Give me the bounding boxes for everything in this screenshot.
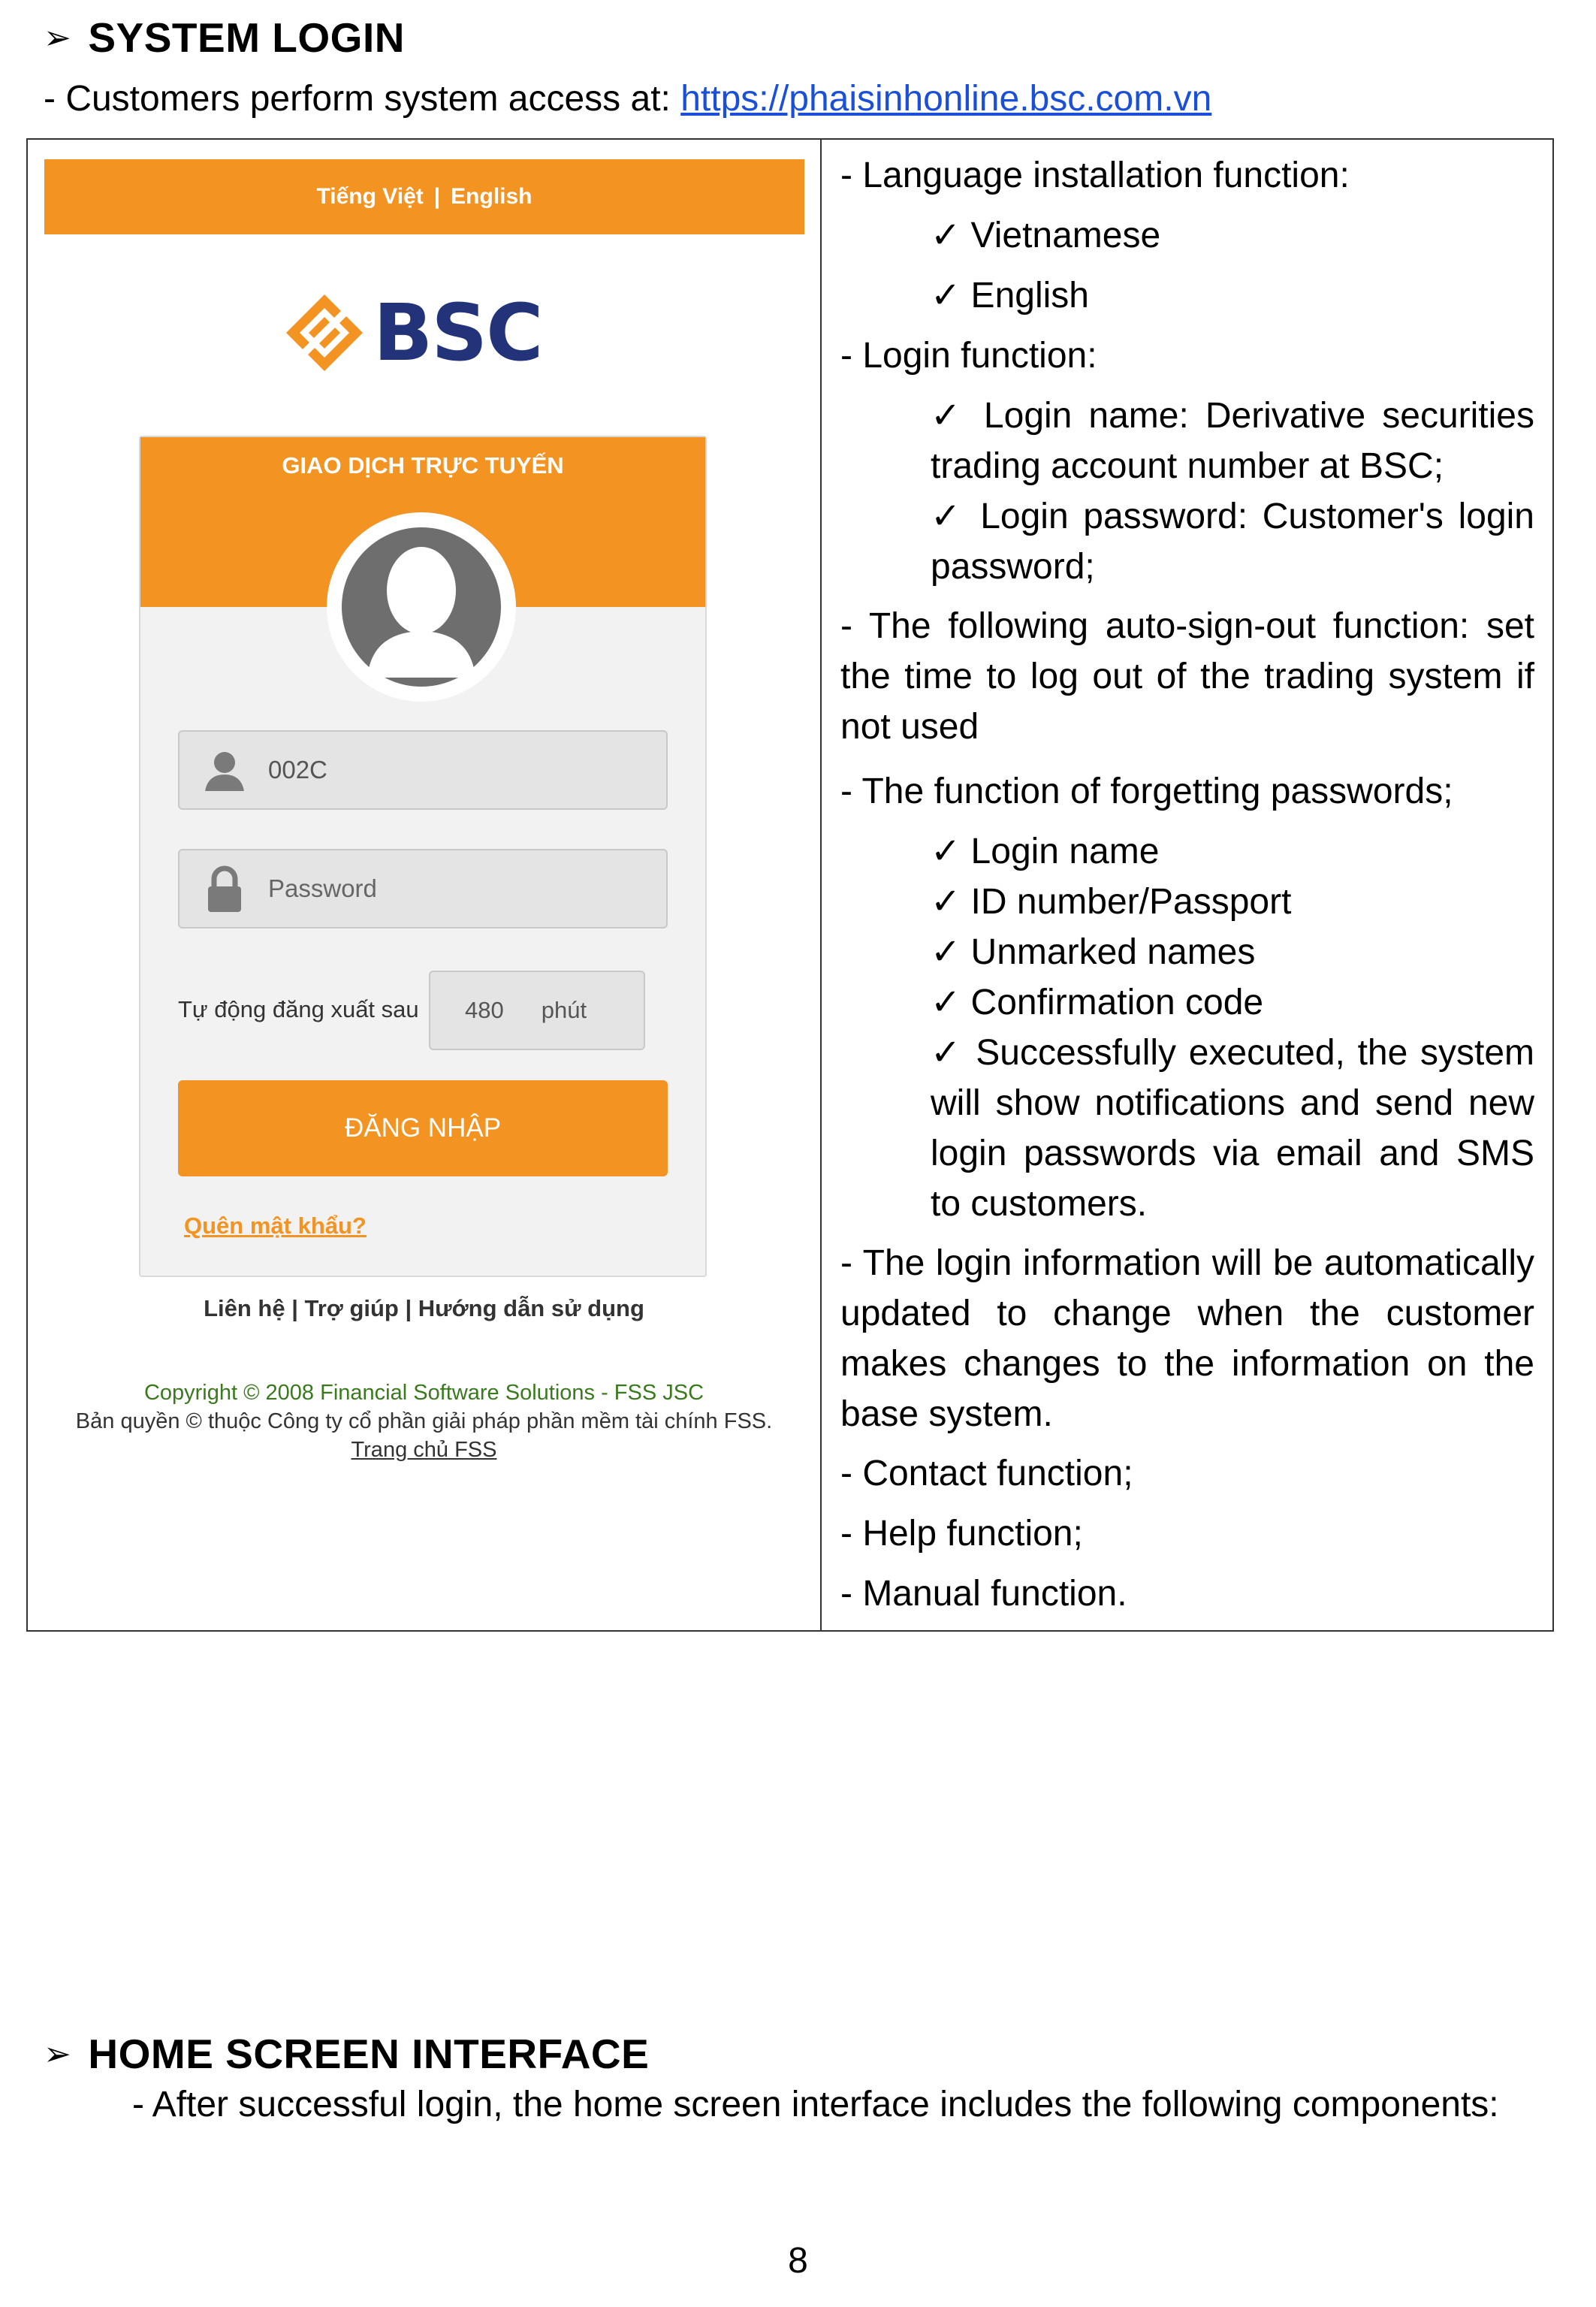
forgot-password-link[interactable]: Quên mật khẩu? xyxy=(184,1212,367,1239)
login-card-title: GIAO DỊCH TRỰC TUYẾN xyxy=(282,452,564,479)
desc-subitem: ✓ Unmarked names xyxy=(931,932,1256,972)
arrow-bullet-icon: ➢ xyxy=(44,18,72,57)
fss-home-link[interactable]: Trang chủ FSS xyxy=(351,1438,497,1462)
section-heading-system-login xyxy=(44,14,405,62)
desc-subitem: ✓ ID number/Passport xyxy=(931,882,1292,922)
desc-subitem: ✓ Login name xyxy=(931,832,1160,871)
username-field[interactable] xyxy=(178,730,668,810)
desc-subitem: ✓ Confirmation code xyxy=(931,983,1264,1022)
lang-english-link[interactable]: English xyxy=(451,184,533,209)
username-input[interactable] xyxy=(267,755,630,785)
desc-item: - Manual function. xyxy=(840,1574,1127,1614)
footer-links[interactable]: Liên hệ | Trợ giúp | Hướng dẫn sử dụng xyxy=(204,1295,644,1321)
user-icon xyxy=(195,744,255,796)
page-number: 8 xyxy=(788,2241,808,2281)
user-avatar xyxy=(327,512,516,702)
lock-icon xyxy=(195,862,255,915)
desc-subitem: ✓ Login password: Customer's login password; xyxy=(931,497,1534,587)
arrow-bullet-icon: ➢ xyxy=(44,2034,72,2073)
copyright-line-1: Copyright © 2008 Financial Software Solutions - FSS JSC xyxy=(143,1381,704,1405)
home-screen-intro: - After successful login, the home screen interface includes the following components: xyxy=(132,2085,1499,2124)
desc-subitem: ✓ Successfully executed, the system will show notifications and send new login passwords via email and SMS to customers. xyxy=(931,1033,1534,1224)
login-screenshot xyxy=(28,140,820,1630)
auto-logout-input[interactable] xyxy=(429,971,645,1050)
section-title: HOME SCREEN INTERFACE xyxy=(88,2031,650,2077)
login-card xyxy=(139,436,707,1277)
desc-subitem: ✓ English xyxy=(931,276,1089,316)
function-description xyxy=(824,140,1552,1630)
person-silhouette-icon xyxy=(342,527,501,687)
section-heading-home-screen xyxy=(44,2030,649,2078)
table-divider xyxy=(820,140,822,1630)
login-button[interactable]: ĐĂNG NHẬP xyxy=(178,1080,668,1176)
bsc-logo xyxy=(283,287,542,379)
password-input[interactable] xyxy=(267,874,630,904)
bsc-logo-icon xyxy=(283,291,366,374)
desc-item: - The login information will be automatically updated to change when the customer makes changes to the information on the base system. xyxy=(840,1243,1534,1434)
desc-item: - The following auto-sign-out function: set the time to log out of the trading system if not used xyxy=(840,606,1534,747)
desc-subitem: ✓ Vietnamese xyxy=(931,216,1161,255)
access-intro xyxy=(44,78,1211,119)
section-title: SYSTEM LOGIN xyxy=(88,14,405,61)
desc-item: - Language installation function: xyxy=(840,156,1350,195)
desc-item: - Login function: xyxy=(840,336,1097,376)
auto-logout-value: 480 xyxy=(465,997,504,1023)
desc-subitem: ✓ Login name: Derivative securities trading account number at BSC; xyxy=(931,396,1534,486)
desc-item: - Contact function; xyxy=(840,1454,1133,1493)
auto-logout-label: Tự động đăng xuất sau xyxy=(178,996,419,1022)
desc-item: - The function of forgetting passwords; xyxy=(840,772,1453,811)
access-url-link[interactable]: https://phaisinhonline.bsc.com.vn xyxy=(680,79,1212,119)
login-table xyxy=(26,138,1554,1632)
language-bar xyxy=(44,159,804,234)
access-intro-text: - Customers perform system access at: xyxy=(44,79,681,119)
auto-logout-unit: phút xyxy=(541,997,587,1023)
logo-wordmark: BSC xyxy=(373,287,542,379)
lang-separator: | xyxy=(433,184,441,209)
lang-vietnamese-link[interactable]: Tiếng Việt xyxy=(316,184,424,209)
password-field[interactable] xyxy=(178,849,668,929)
copyright-line-2: Bản quyền © thuộc Công ty cổ phần giải pháp phần mềm tài chính FSS. xyxy=(75,1409,773,1433)
desc-item: - Help function; xyxy=(840,1514,1083,1554)
